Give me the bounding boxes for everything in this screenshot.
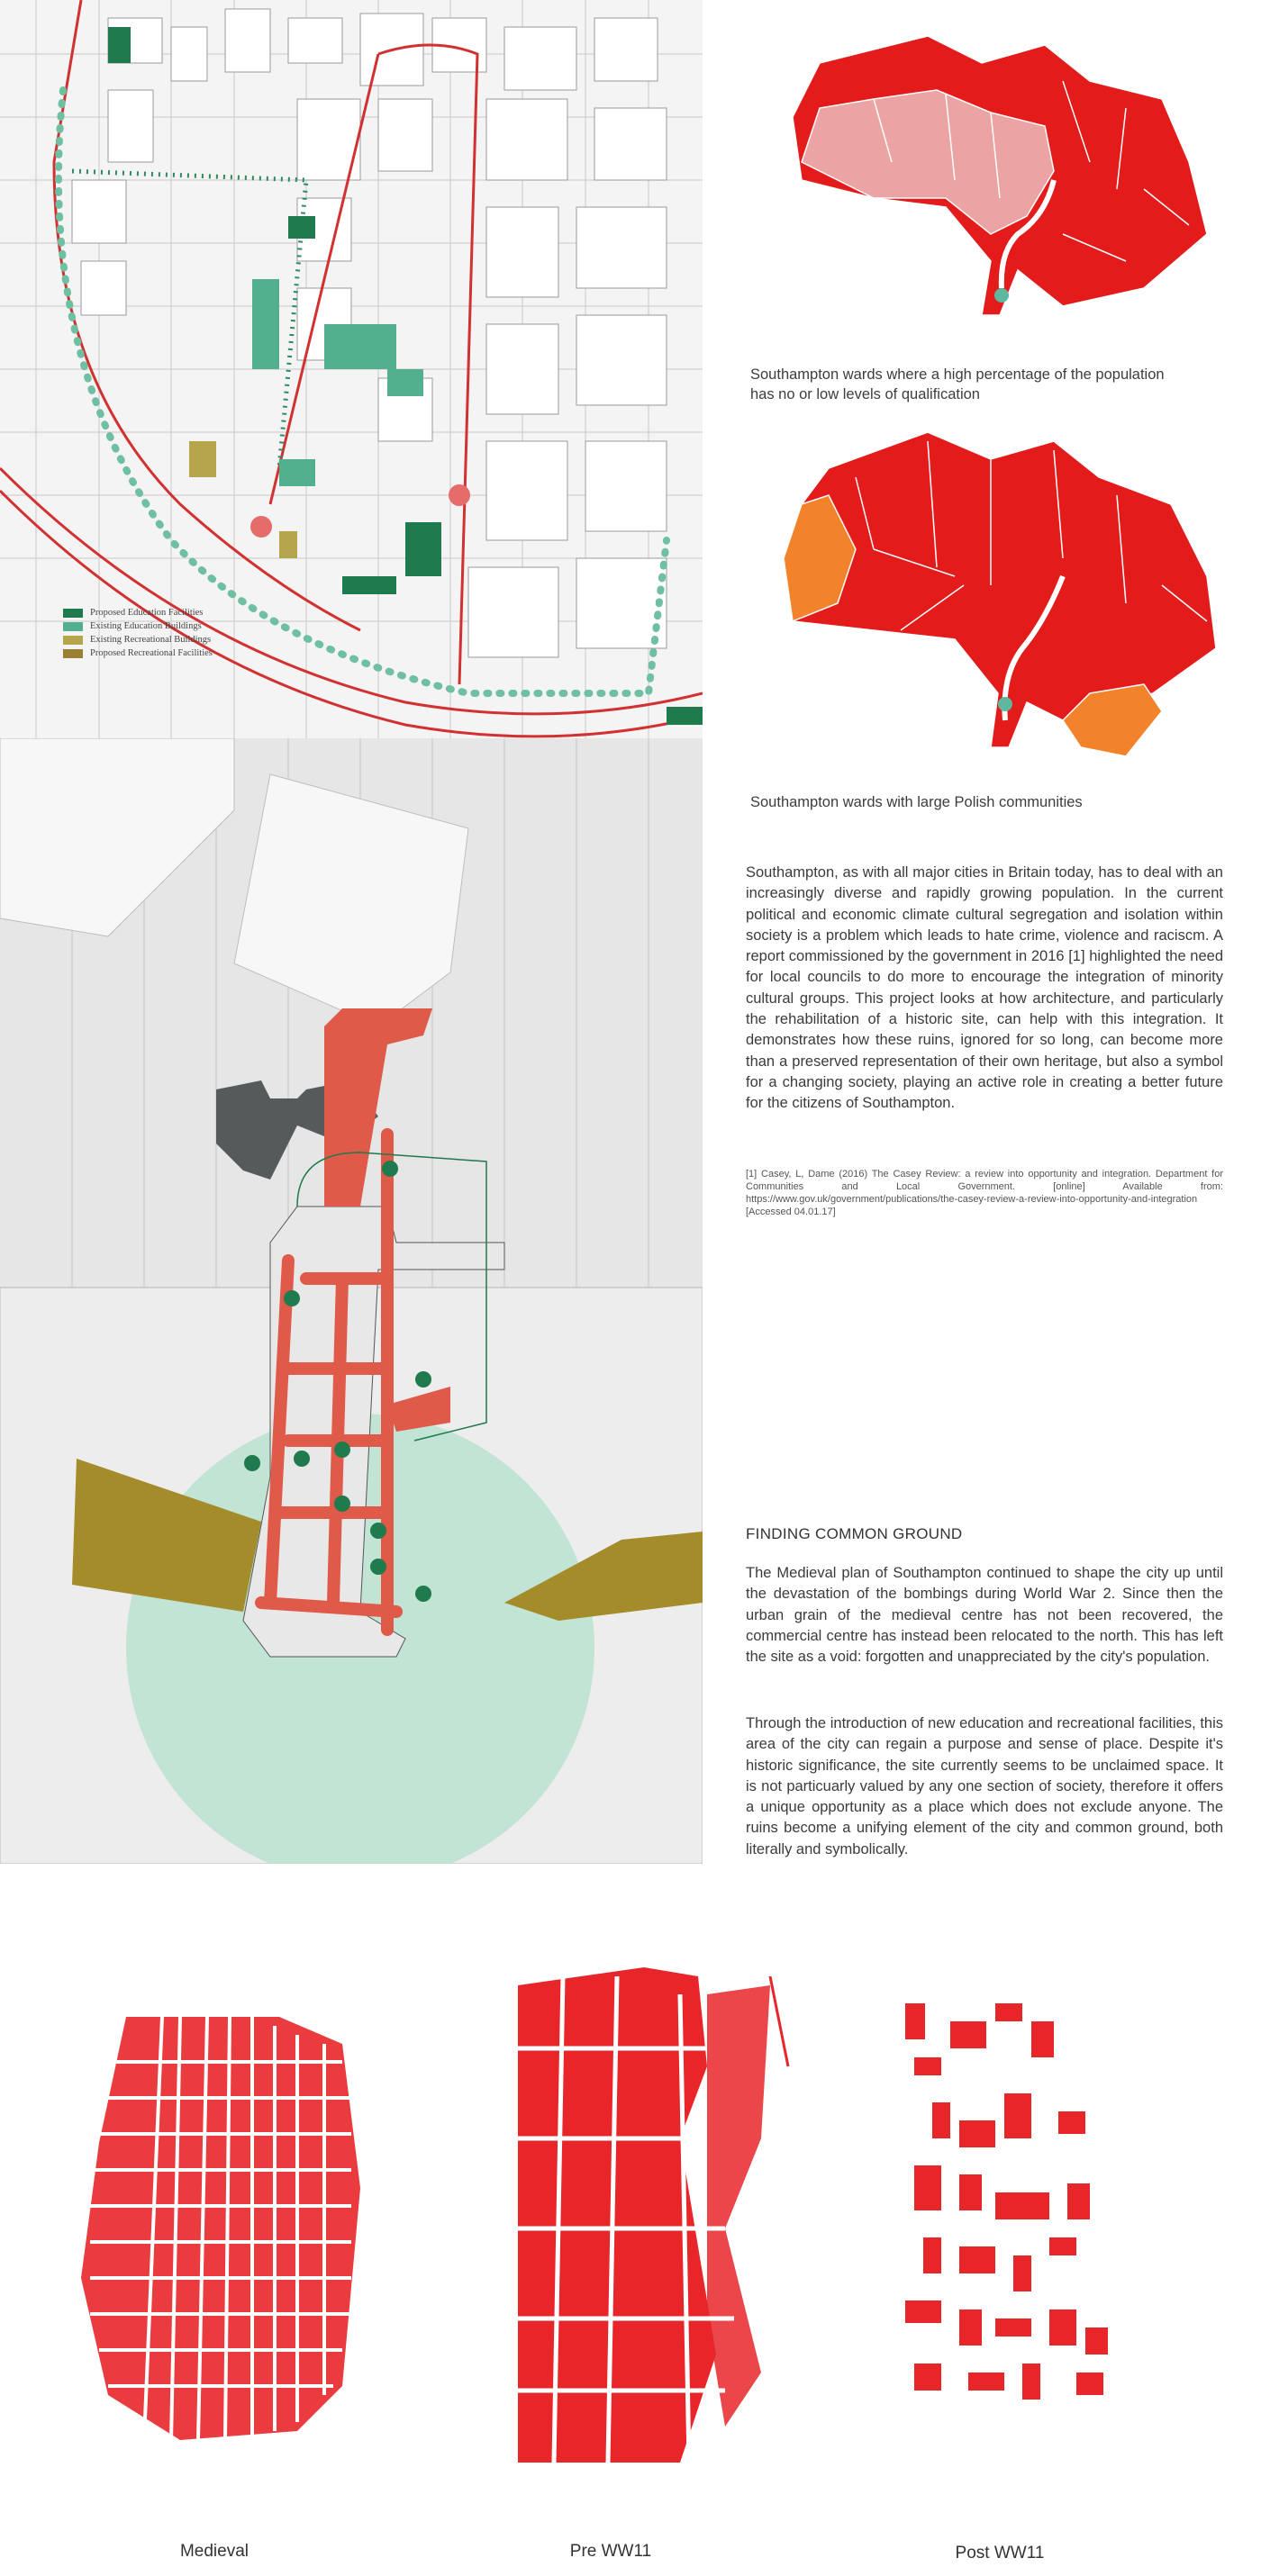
ward-map-polish (766, 423, 1225, 774)
legend-swatch (63, 622, 83, 631)
common-ground-paragraph-1: The Medieval plan of Southampton continued to shape the city up until the devastation of the bombings during World War 2. Since then the urban grain of the medieval centre has not been recovered, the commercial centre has instead been relocated to the north. This has left the site as a void: forgotten and unappreciated by the city's population. (746, 1565, 1223, 1666)
legend-swatch (63, 649, 83, 658)
legend-label: Proposed Education Facilities (90, 608, 204, 618)
reference-note: [1] Casey, L, Dame (2016) The Casey Review: a review into opportunity and integration. Department for Communities and Local Government. [online] Available from: https://www.gov.uk/government/publications/the-casey-review-a-review-into-opportunity-and-integration [Accessed 04.01.17] (746, 1169, 1223, 1217)
ward-map-qualification (766, 27, 1225, 333)
legend-label: Existing Recreational Buildings (90, 635, 212, 645)
label-post-ww11: Post WW11 (955, 2544, 1045, 2562)
legend-item (63, 606, 213, 619)
figure-ground-medieval (72, 2008, 378, 2458)
label-medieval: Medieval (179, 2542, 249, 2561)
legend-swatch (63, 636, 83, 645)
qualification-caption: Southampton wards where a high percentage of the population has no or low levels of qualification (750, 366, 1165, 402)
figure-ground-post-ww11 (896, 1967, 1130, 2436)
common-ground-paragraph-2: Through the introduction of new education and recreational facilities, this area of the city can regain a purpose and sense of place. Despite it's historic significance, the site currently seems to be unclaimed space. It is not particuarly valued by any one section of society, therefore it offers a unique opportunity as a place which does not exclude anyone. The ruins become a unifying element of the city and common ground, both literally and symbolically. (746, 1715, 1223, 1857)
legend-swatch (63, 609, 83, 618)
legend-item (63, 619, 213, 633)
figure-ground-pre-ww11 (500, 1958, 797, 2481)
legend-item (63, 633, 213, 646)
legend-item (63, 646, 213, 660)
site-analysis-map (0, 738, 703, 1864)
polish-caption: Southampton wards with large Polish communities (750, 794, 1083, 810)
legend-label: Existing Education Buildings (90, 621, 202, 631)
legend-label: Proposed Recreational Facilities (90, 648, 213, 658)
map-legend (63, 606, 213, 660)
label-pre-ww11: Pre WW11 (569, 2542, 652, 2561)
common-ground-heading: FINDING COMMON GROUND (746, 1525, 963, 1542)
intro-paragraph: Southampton, as with all major cities in Britain today, has to deal with an increasingly diverse and rapidly growing population. In the current political and economic climate cultural segregation and isolation within society is a problem which leads to hate crime, violence and raciscm. A report commissioned by the government in 2016 [1] highlighted the need for local councils to do more to encourage the integration of minority cultural groups. This project looks at how architecture, and particularly the rehabilitation of a historic site, can help with this integration. It demonstrates how these ruins, ignored for so long, can become more than a preserved representation of their own heritage, but also a symbol for a changing society, playing an active role in creating a better future for the citizens of Southampton. (746, 864, 1223, 1112)
site-analysis-drawing (0, 738, 703, 1864)
